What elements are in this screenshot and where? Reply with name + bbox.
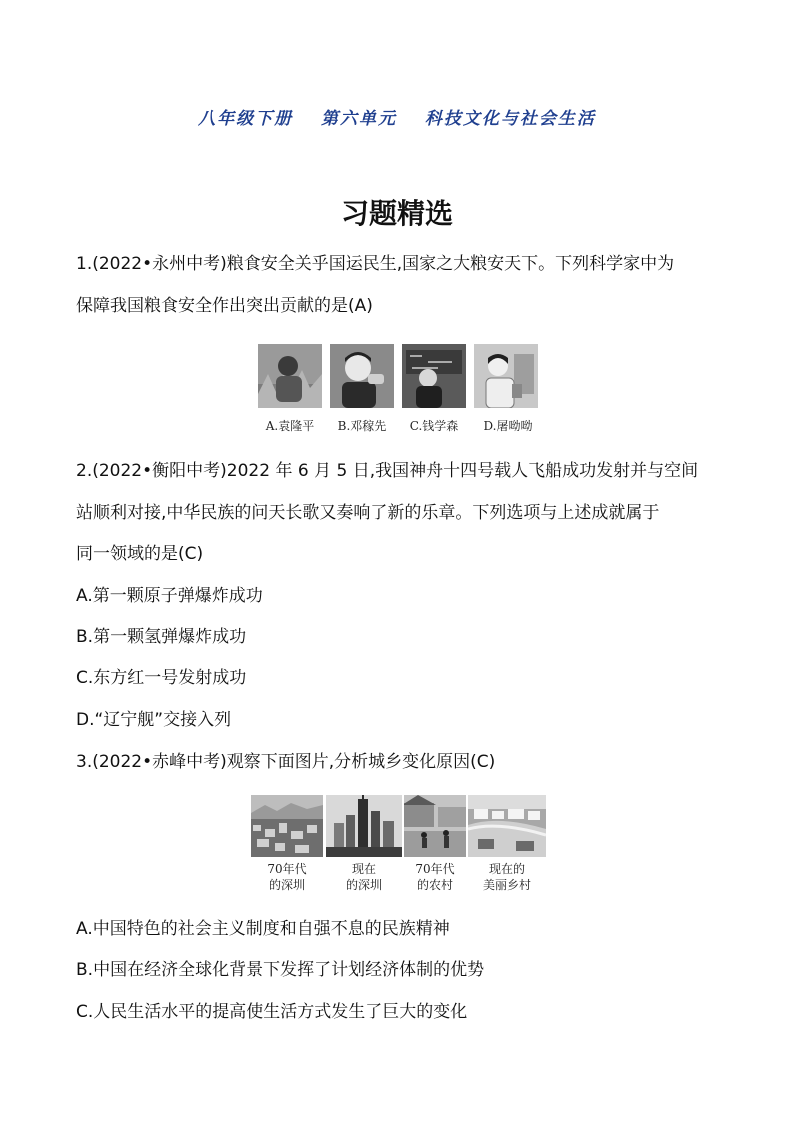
q3-caption-3 [404, 861, 466, 893]
page-title: 习题精选 [340, 197, 453, 230]
q3-caption-3-line2: 的农村 [416, 878, 453, 892]
q3-option-b: B.中国在经济全球化背景下发挥了计划经济体制的优势 [76, 960, 485, 980]
q1-photo-b-scientist [330, 344, 394, 408]
q2-stem-line1: 2.(2022•衡阳中考)2022 年 6 月 5 日,我国神舟十四号载人飞船成功发射并与空间 [76, 461, 699, 481]
q1-caption-d: D.屠呦呦 [483, 419, 533, 433]
q3-caption-1-line1: 70年代 [267, 862, 307, 876]
q3-caption-1-line2: 的深圳 [268, 878, 305, 892]
q1-caption-a: A.袁隆平 [265, 419, 315, 433]
q3-option-a: A.中国特色的社会主义制度和自强不息的民族精神 [76, 919, 450, 939]
q1-stem-line2: 保障我国粮食安全作出突出贡献的是(A) [76, 296, 373, 316]
q3-caption-2-line1: 现在 [351, 862, 376, 876]
header-grade: 八年级下册 [198, 109, 294, 129]
q2-stem-line2: 站顺利对接,中华民族的问天长歌又奏响了新的乐章。下列选项与上述成就属于 [76, 503, 660, 523]
q3-photo-old-village [404, 795, 466, 857]
q3-caption-2-line2: 的深圳 [345, 878, 382, 892]
q2-option-c: C.东方红一号发射成功 [76, 668, 247, 688]
q3-caption-3-line1: 70年代 [415, 862, 455, 876]
header-unit: 第六单元 [321, 109, 397, 129]
q1-photo-d-scientist [474, 344, 538, 408]
q3-caption-2 [326, 861, 402, 893]
q2-stem-line3: 同一领域的是(C) [76, 544, 204, 564]
q3-photo-modern-village [468, 795, 546, 857]
page-header [0, 104, 794, 129]
q3-photo-modern-shenzhen [326, 795, 402, 857]
q1-photo-c-scientist [402, 344, 466, 408]
q3-stem-line1: 3.(2022•赤峰中考)观察下面图片,分析城乡变化原因(C) [76, 752, 496, 772]
q1-stem-line1: 1.(2022•永州中考)粮食安全关乎国运民生,国家之大粮安天下。下列科学家中为 [76, 254, 675, 274]
q1-photo-a-scientist [258, 344, 322, 408]
q3-caption-1 [251, 861, 323, 893]
q1-caption-b: B.邓稼先 [337, 419, 387, 433]
q2-option-d: D.“辽宁舰”交接入列 [76, 710, 232, 730]
q2-option-a: A.第一颗原子弹爆炸成功 [76, 586, 263, 606]
q3-caption-4 [468, 861, 546, 893]
header-topic: 科技文化与社会生活 [424, 109, 596, 129]
q3-caption-4-line1: 现在的 [488, 862, 525, 876]
q2-option-b: B.第一颗氢弹爆炸成功 [76, 627, 247, 647]
q3-caption-4-line2: 美丽乡村 [482, 878, 531, 892]
q3-photo-old-shenzhen [251, 795, 323, 857]
q3-option-c: C.人民生活水平的提高使生活方式发生了巨大的变化 [76, 1002, 468, 1022]
q1-caption-c: C.钱学森 [409, 419, 459, 433]
